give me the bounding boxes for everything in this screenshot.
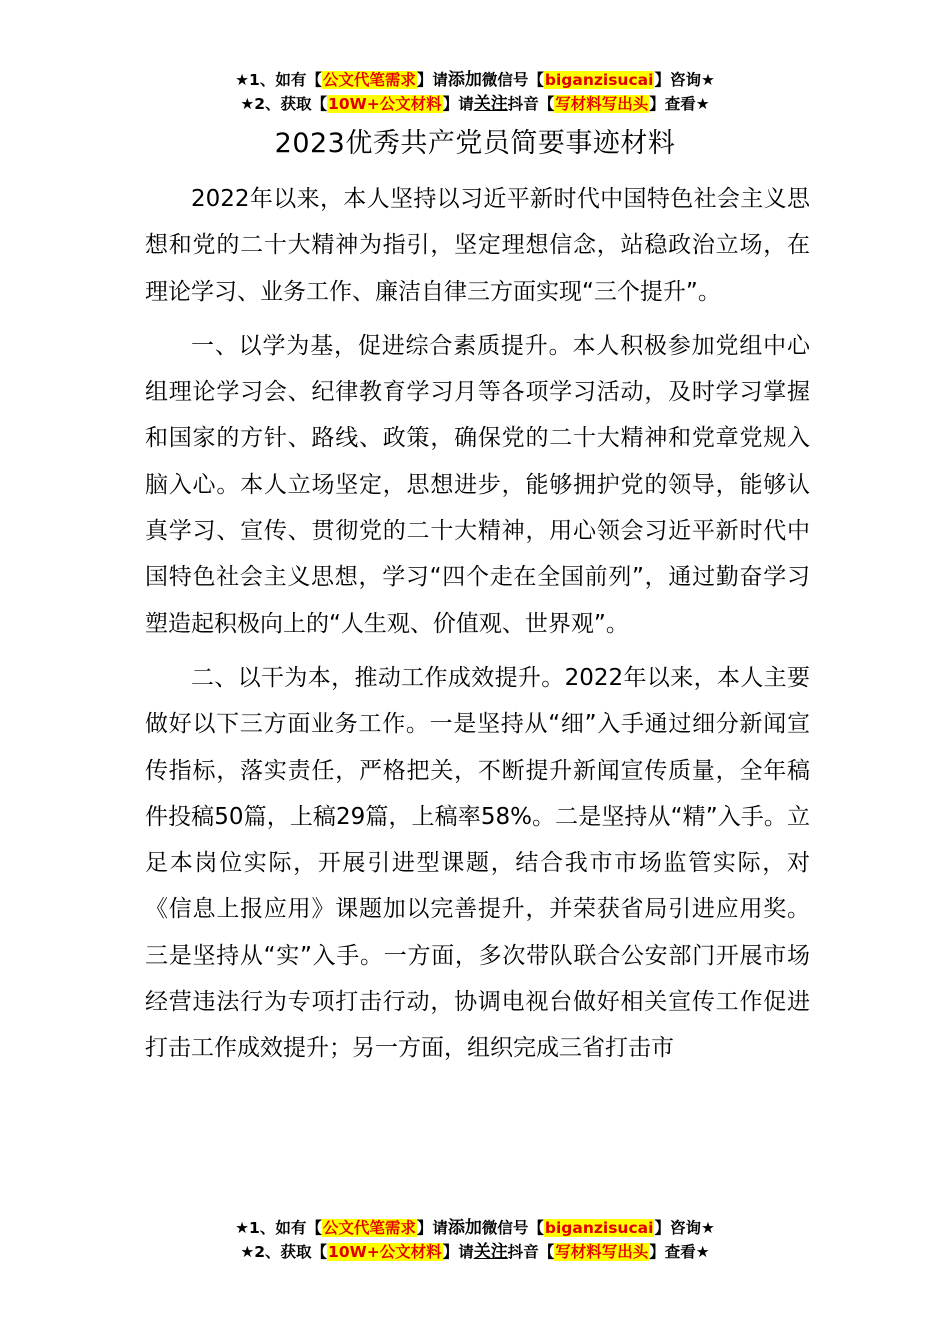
highlight-ghostwriting: 公文代笔需求: [322, 1219, 416, 1237]
document-title: 2023优秀共产党员简要事迹材料: [274, 128, 676, 159]
notice-line-2: ★2、获取【10W+公文材料】请关注抖音【写材料写出头】查看★: [240, 1242, 710, 1262]
bottom-notice-banner: [0, 1216, 950, 1264]
notice-line-2: ★2、获取【10W+公文材料】请关注抖音【写材料写出头】查看★: [240, 94, 710, 114]
top-notice-banner: [0, 68, 950, 116]
highlight-douyin-account: 写材料写出头: [555, 95, 649, 113]
highlight-ghostwriting: 公文代笔需求: [322, 71, 416, 89]
highlight-materials: 10W+公文材料: [328, 95, 442, 113]
paragraph-section-1: 一、以学为基，促进综合素质提升。本人积极参加党组中心组理论学习会、纪律教育学习月等各项学习活动，及时学习掌握和国家的方针、路线、政策，确保党的二十大精神和党章党规入脑入心。本人立场坚定，思想进步，能够拥护党的领导，能够认真学习、宣传、贯彻党的二十大精神，用心领会习近平新时代中国特色社会主义思想，学习“四个走在全国前列”，通过勤奋学习塑造起积极向上的“人生观、价值观、世界观”。: [145, 332, 810, 637]
highlight-wechat-id: biganzisucai: [544, 71, 654, 89]
paragraph-section-2: 二、以干为本，推动工作成效提升。2022年以来，本人主要做好以下三方面业务工作。一是坚持从“细”入手通过细分新闻宣传指标，落实责任，严格把关，不断提升新闻宣传质量，全年稿件投稿50篇，上稿29篇，上稿率58%。二是坚持从“精”入手。立足本岗位实际，开展引进型课题，结合我市市场监管实际，对《信息上报应用》课题加以完善提升，并荣获省局引进应用奖。三是坚持从“实”入手。一方面，多次带队联合公安部门开展市场经营违法行为专项打击行动，协调电视台做好相关宣传工作促进打击工作成效提升；另一方面，组织完成三省打击市: [145, 664, 810, 1062]
highlight-wechat-id: biganzisucai: [544, 1219, 654, 1237]
highlight-douyin-account: 写材料写出头: [555, 1243, 649, 1261]
paragraph-intro: 2022年以来，本人坚持以习近平新时代中国特色社会主义思想和党的二十大精神为指引，坚定理想信念，站稳政治立场，在理论学习、业务工作、廉洁自律三方面实现“三个提升”。: [145, 186, 810, 305]
notice-line-1: ★1、如有【公文代笔需求】请添加微信号【biganzisucai】咨询★: [235, 1218, 715, 1238]
notice-line-1: ★1、如有【公文代笔需求】请添加微信号【biganzisucai】咨询★: [235, 70, 715, 90]
highlight-materials: 10W+公文材料: [328, 1243, 442, 1261]
document-body: [145, 176, 810, 1072]
